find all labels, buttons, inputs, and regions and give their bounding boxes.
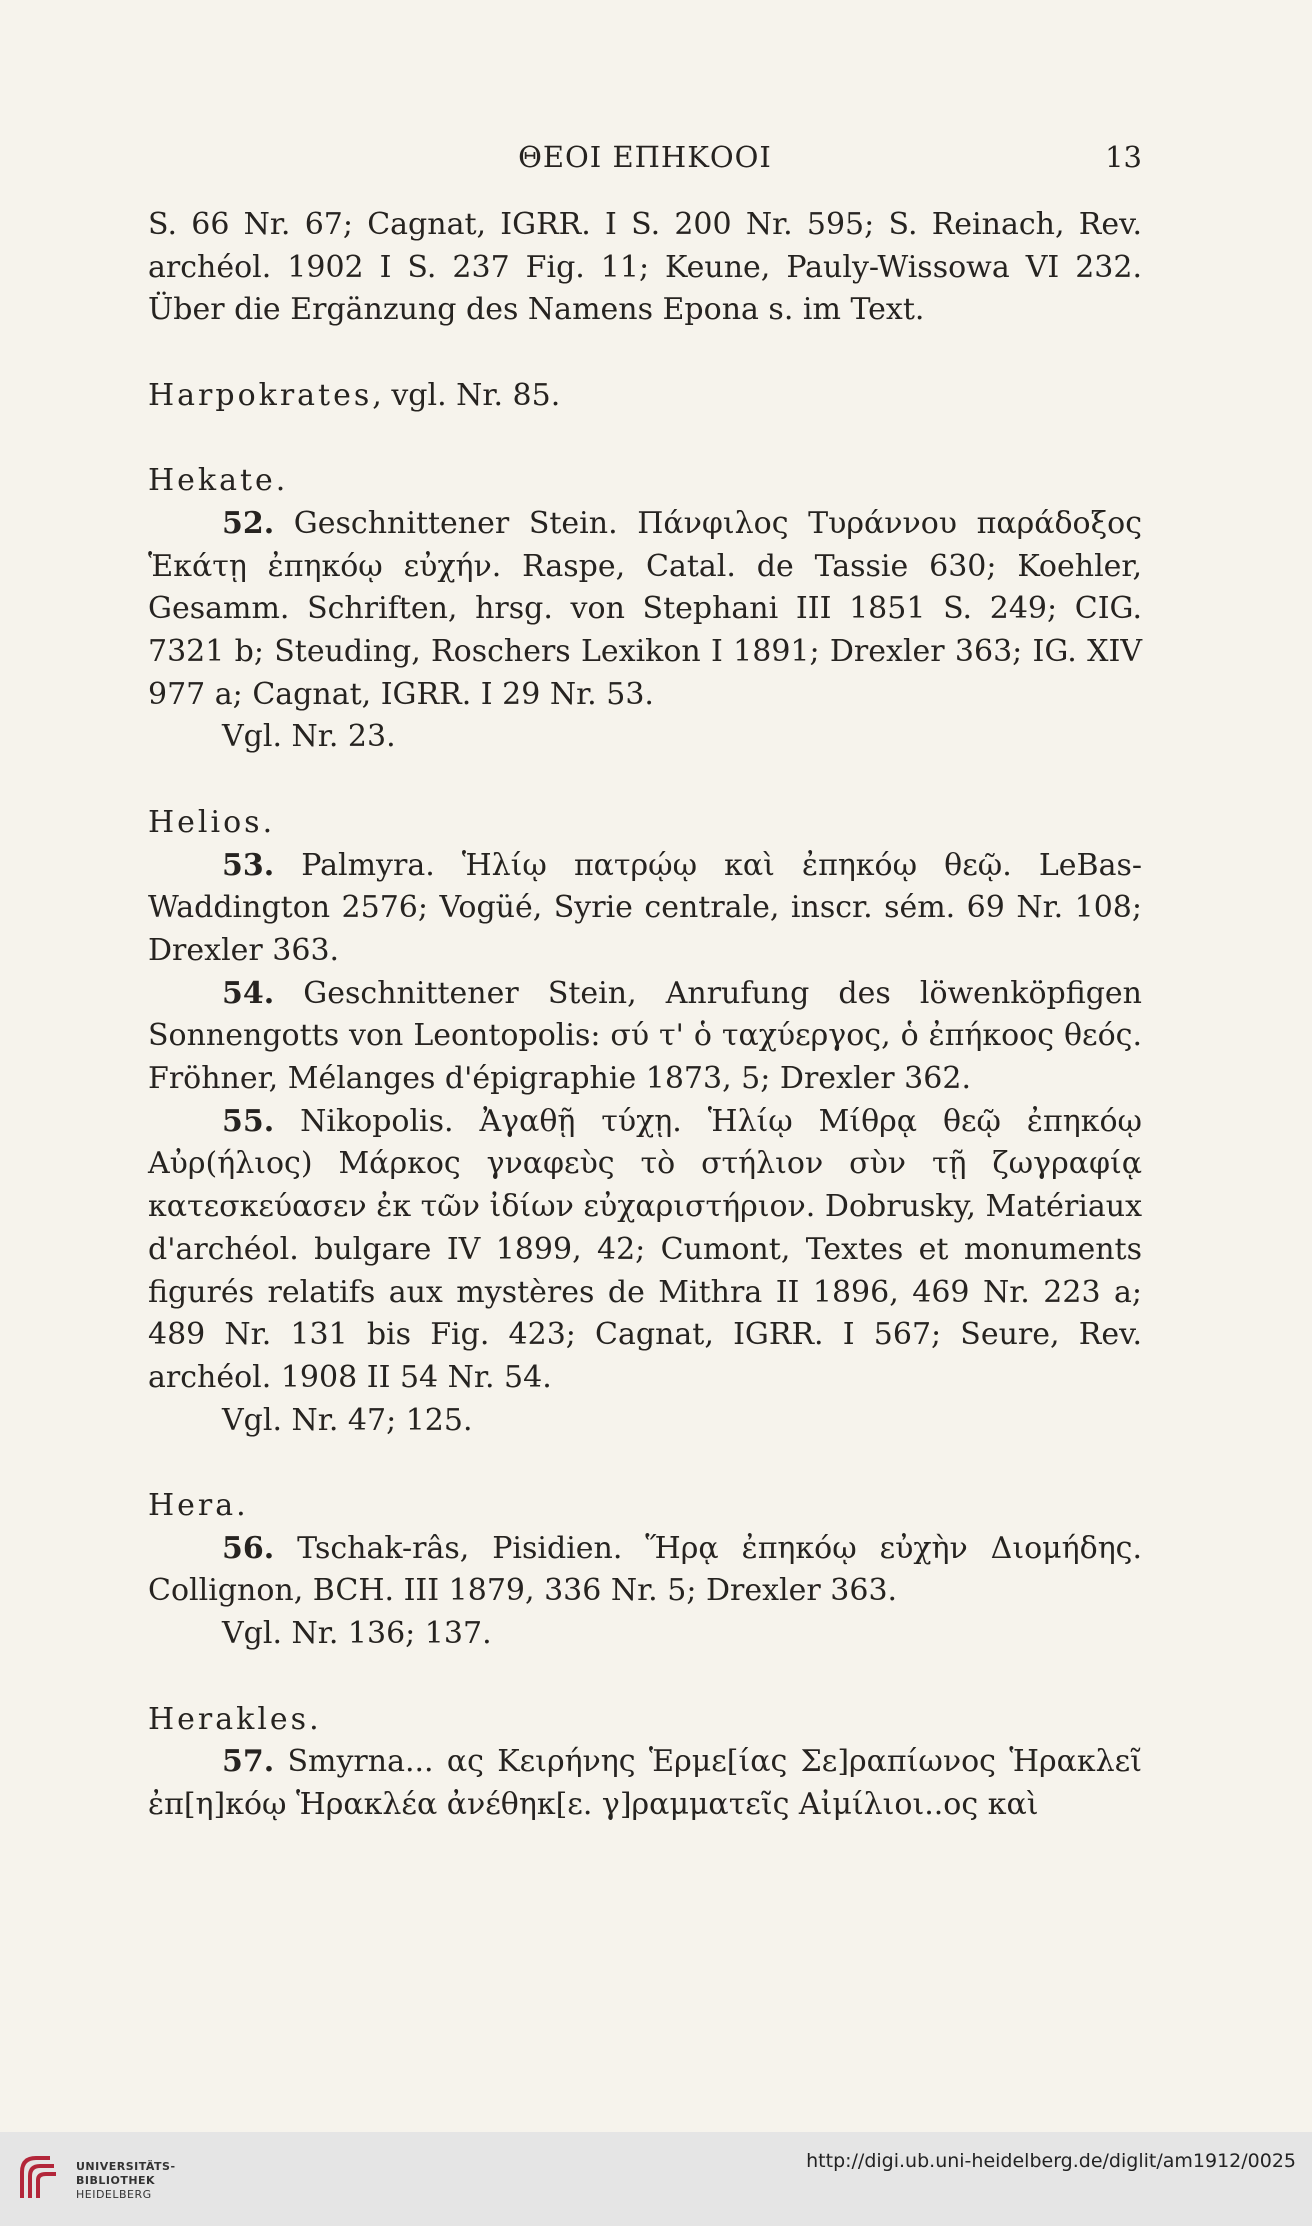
library-name-line: HEIDELBERG <box>76 2188 152 2201</box>
entry-53 <box>148 845 1142 973</box>
entry-text: Geschnittener Stein, Anrufung des löwenköpfigen Sonnengotts von Leontopolis: σύ τ' ὁ ταχύεργος, ὁ ἐπήκοος θεός. Fröhner, Mélanges d'épigraphie 1873, 5; Drexler 362. <box>148 975 1142 1097</box>
section-heading-hekate: Hekate. <box>148 463 289 499</box>
entry-55 <box>148 1101 1142 1400</box>
running-head <box>148 140 1142 180</box>
section-heading-herakles: Herakles. <box>148 1701 322 1737</box>
viewer-footer <box>0 2132 1312 2226</box>
entry-text: Tschak-râs, Pisidien. Ἥρᾳ ἐπηκόῳ εὐχὴν Διομήδης. Collignon, BCH. III 1879, 336 Nr. 5; Drexler 363. <box>148 1530 1142 1609</box>
library-name-line: UNIVERSITÄTS- <box>76 2160 176 2173</box>
section-heading-harpokrates <box>148 375 1142 418</box>
entry-52 <box>148 503 1142 717</box>
cross-reference-hera: Vgl. Nr. 136; 137. <box>222 1616 492 1652</box>
entry-56 <box>148 1528 1142 1613</box>
entry-text: Palmyra. Ἡλίῳ πατρῴῳ καὶ ἐπηκόῳ θεῷ. LeBas-Waddington 2576; Vogüé, Syrie centrale, inscr. sém. 69 Nr. 108; Drexler 363. <box>148 847 1142 968</box>
page-number: 13 <box>1105 140 1142 174</box>
cross-reference-hekate: Vgl. Nr. 23. <box>222 719 396 755</box>
running-head-title: ΘΕΟΙ ΕΠΗΚΟΟΙ <box>518 140 772 174</box>
entry-number: 52. <box>222 505 275 541</box>
continuation-paragraph: S. 66 Nr. 67; Cagnat, IGRR. I S. 200 Nr. 595; S. Reinach, Rev. archéol. 1902 I S. 237 Fig. 11; Keune, Pauly-Wissowa VI 232. Über die Ergänzung des Namens Epona s. im Text. <box>148 207 1142 328</box>
section-heading-hera: Hera. <box>148 1488 249 1524</box>
entry-number: 53. <box>222 847 275 883</box>
entry-text: Smyrna... ας Κειρήνης Ἑρμε[ίας Σε]ραπίωνος Ἡρακλεῖ ἐπ[η]κόῳ Ἡρακλέα ἀνέθηκ[ε. γ]ραμματεῖς Αἰμίλιοι..ος καὶ <box>148 1744 1142 1822</box>
section-heading-helios: Helios. <box>148 804 276 840</box>
permalink-url[interactable]: http://digi.ub.uni-heidelberg.de/diglit/am1912/0025 <box>806 2150 1296 2172</box>
entry-number: 56. <box>222 1530 275 1566</box>
entry-number: 55. <box>222 1103 275 1139</box>
entry-57 <box>148 1741 1142 1826</box>
entry-number: 54. <box>222 975 275 1011</box>
entry-number: 57. <box>222 1744 275 1780</box>
deity-name-harpokrates: Harpokrates <box>148 377 373 413</box>
library-name <box>76 2160 176 2202</box>
library-name-line: BIBLIOTHEK <box>76 2174 156 2187</box>
entry-54 <box>148 973 1142 1101</box>
cross-reference-helios: Vgl. Nr. 47; 125. <box>222 1402 473 1438</box>
harpokrates-reference: , vgl. Nr. 85. <box>372 377 561 413</box>
entry-text: Geschnittener Stein. Πάνφιλος Τυράννου παράδοξος Ἑκάτῃ ἐπηκόῳ εὐχήν. Raspe, Catal. de Tassie 630; Koehler, Gesamm. Schriften, hrsg. von Stephani III 1851 S. 249; CIG. 7321 b; Steuding, Roschers Lexikon I 1891; Drexler 363; IG. XIV 977 a; Cagnat, IGRR. I 29 Nr. 53. <box>148 505 1142 712</box>
entry-text: Nikopolis. Ἀγαθῇ τύχῃ. Ἡλίῳ Μίθρᾳ θεῷ ἐπηκόῳ Αὐρ(ήλιος) Μάρκος γναφεὺς τὸ στήλιον σὺν τῇ ζωγραφίᾳ κατεσκεύασεν ἐκ τῶν ἰδίων εὐχαριστήριον. Dobrusky, Matériaux d'archéol. bulgare IV 1899, 42; Cumont, Textes et monuments figurés relatifs aux mystères de Mithra II 1896, 469 Nr. 223 a; 489 Nr. 131 bis Fig. 423; Cagnat, IGRR. I 567; Seure, Rev. archéol. 1908 II 54 Nr. 54. <box>148 1103 1142 1395</box>
page-body <box>148 204 1142 1827</box>
ub-heidelberg-logo-icon <box>16 2152 60 2200</box>
